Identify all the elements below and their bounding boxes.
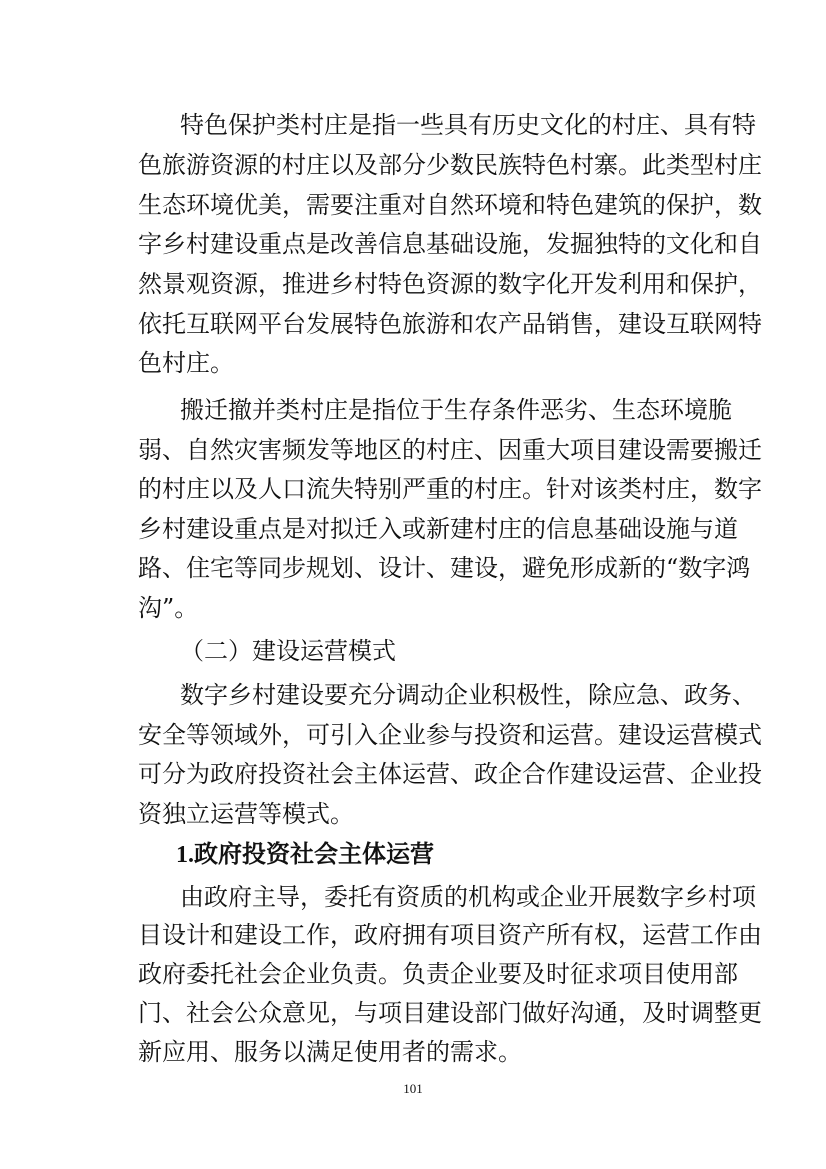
paragraph-line: 生态环境优美，需要注重对自然环境和特色建筑的保护，数 (138, 191, 762, 219)
paragraph-line: 路、住宅等同步规划、设计、建设，避免形成新的“数字鸿 (138, 554, 751, 582)
paragraph-line: 乡村建设重点是对拟迁入或新建村庄的信息基础设施与道 (138, 515, 738, 543)
paragraph-line: 可分为政府投资社会主体运营、政企合作建设运营、企业投 (138, 760, 762, 788)
paragraph-line: 目设计和建设工作，政府拥有项目资产所有权，运营工作由 (138, 921, 762, 949)
page-number: 101 (403, 1081, 423, 1096)
subsection-heading: 1.政府投资社会主体运营 (176, 842, 434, 868)
paragraph-line: 字乡村建设重点是改善信息基础设施，发掘独特的文化和自 (138, 230, 762, 258)
paragraph-line: 门、社会公众意见，与项目建设部门做好沟通，及时调整更 (138, 999, 762, 1027)
paragraph-line: 特色保护类村庄是指一些具有历史文化的村庄、具有特 (180, 111, 756, 139)
paragraph-line: 由政府主导，委托有资质的机构或企业开展数字乡村项 (180, 883, 756, 911)
paragraph-line: 安全等领域外，可引入企业参与投资和运营。建设运营模式 (138, 721, 762, 749)
paragraph-line: 搬迁撤并类村庄是指位于生存条件恶劣、生态环境脆 (180, 396, 732, 424)
paragraph-line: 依托互联网平台发展特色旅游和农产品销售，建设互联网特 (138, 310, 762, 338)
paragraph-line: 然景观资源，推进乡村特色资源的数字化开发利用和保护， (138, 270, 762, 298)
section-heading: （二）建设运营模式 (180, 637, 396, 665)
paragraph-line: 色村庄。 (138, 349, 234, 377)
paragraph-line: 资独立运营等模式。 (138, 800, 354, 828)
paragraph-line: 的村庄以及人口流失特别严重的村庄。针对该类村庄，数字 (138, 475, 762, 503)
paragraph-line: 弱、自然灾害频发等地区的村庄、因重大项目建设需要搬迁 (138, 436, 762, 464)
paragraph-line: 色旅游资源的村庄以及部分少数民族特色村寨。此类型村庄 (138, 151, 762, 179)
paragraph-line: 政府委托社会企业负责。负责企业要及时征求项目使用部 (138, 960, 738, 988)
paragraph-line: 新应用、服务以满足使用者的需求。 (138, 1038, 522, 1066)
paragraph-line: 数字乡村建设要充分调动企业积极性，除应急、政务、 (180, 681, 756, 709)
paragraph-line: 沟”。 (138, 594, 199, 622)
